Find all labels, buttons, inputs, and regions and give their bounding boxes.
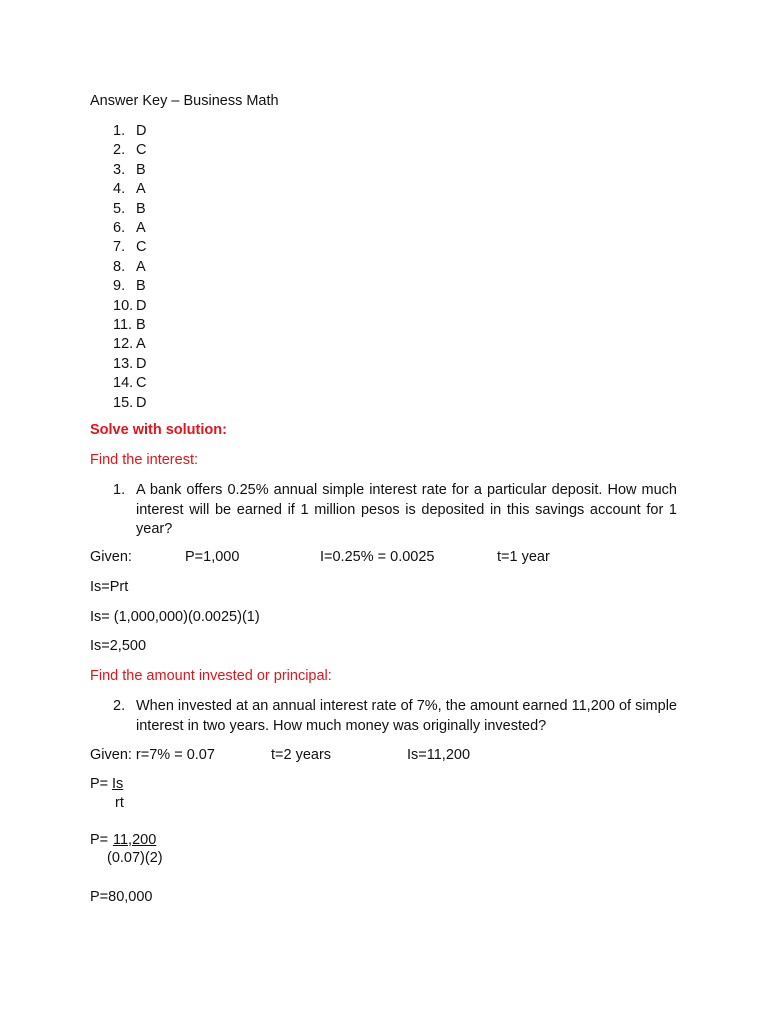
answer-letter: B: [136, 201, 146, 217]
answer-number: 7.: [113, 239, 126, 255]
answer-number: 6.: [113, 220, 126, 236]
answer-letter: C: [136, 375, 147, 391]
problem2-number: 2.: [113, 698, 126, 714]
problem2-text: When invested at an annual interest rate of 7%, the amount earned 11,200 of simple interest in two years. How much money was originally invested?: [136, 698, 677, 734]
substitution2-lhs: P=: [90, 832, 109, 848]
answer-number: 8.: [113, 259, 126, 275]
answer-letter: B: [136, 317, 146, 333]
answer-letter: C: [136, 239, 147, 255]
answer-letter: D: [136, 123, 147, 139]
answer-number: 3.: [113, 162, 126, 178]
formula2-numerator: Is: [112, 776, 124, 792]
answer-number: 1.: [113, 123, 126, 139]
page-title: Answer Key – Business Math: [90, 93, 279, 109]
given1-interest-rate: I=0.25% = 0.0025: [320, 549, 435, 565]
answer-number: 2.: [113, 142, 126, 158]
given1-time: t=1 year: [497, 549, 550, 565]
answer-letter: A: [136, 220, 146, 236]
substitution2-numerator: 11,200: [113, 832, 157, 848]
answer-number: 11.: [113, 317, 133, 333]
answer-number: 10.: [113, 298, 134, 314]
formula1: Is=Prt: [90, 579, 129, 595]
given2-time: t=2 years: [271, 747, 332, 763]
answer-letter: D: [136, 395, 147, 411]
answer-number: 15.: [113, 395, 134, 411]
result1: Is=2,500: [90, 638, 147, 654]
problem1-text: A bank offers 0.25% annual simple interest rate for a particular deposit. How much interest will be earned if 1 million pesos is deposited in this savings account for 1 year?: [136, 482, 677, 537]
given1-label: Given:: [90, 549, 132, 565]
solve-heading: Solve with solution:: [90, 422, 227, 438]
answer-letter: D: [136, 356, 147, 372]
answer-number: 9.: [113, 278, 126, 294]
answer-letter: D: [136, 298, 147, 314]
problem1-number: 1.: [113, 482, 126, 498]
answer-letter: A: [136, 259, 146, 275]
formula2-denominator: rt: [115, 795, 124, 811]
answer-letter: C: [136, 142, 147, 158]
answer-number: 14.: [113, 375, 134, 391]
answer-number: 13.: [113, 356, 134, 372]
given2-rate: Given: r=7% = 0.07: [90, 747, 215, 763]
substitution2-denominator: (0.07)(2): [107, 850, 163, 866]
answer-number: 5.: [113, 201, 126, 217]
section1-heading: Find the interest:: [90, 452, 198, 468]
result2: P=80,000: [90, 889, 153, 905]
answer-letter: A: [136, 336, 146, 352]
formula2-lhs: P=: [90, 776, 109, 792]
answer-letter: B: [136, 278, 146, 294]
substitution1: Is= (1,000,000)(0.0025)(1): [90, 609, 260, 625]
answer-number: 4.: [113, 181, 126, 197]
given2-interest: Is=11,200: [407, 747, 471, 763]
answer-letter: B: [136, 162, 146, 178]
given1-principal: P=1,000: [185, 549, 240, 565]
answer-number: 12.: [113, 336, 134, 352]
section2-heading: Find the amount invested or principal:: [90, 668, 332, 684]
answer-letter: A: [136, 181, 146, 197]
